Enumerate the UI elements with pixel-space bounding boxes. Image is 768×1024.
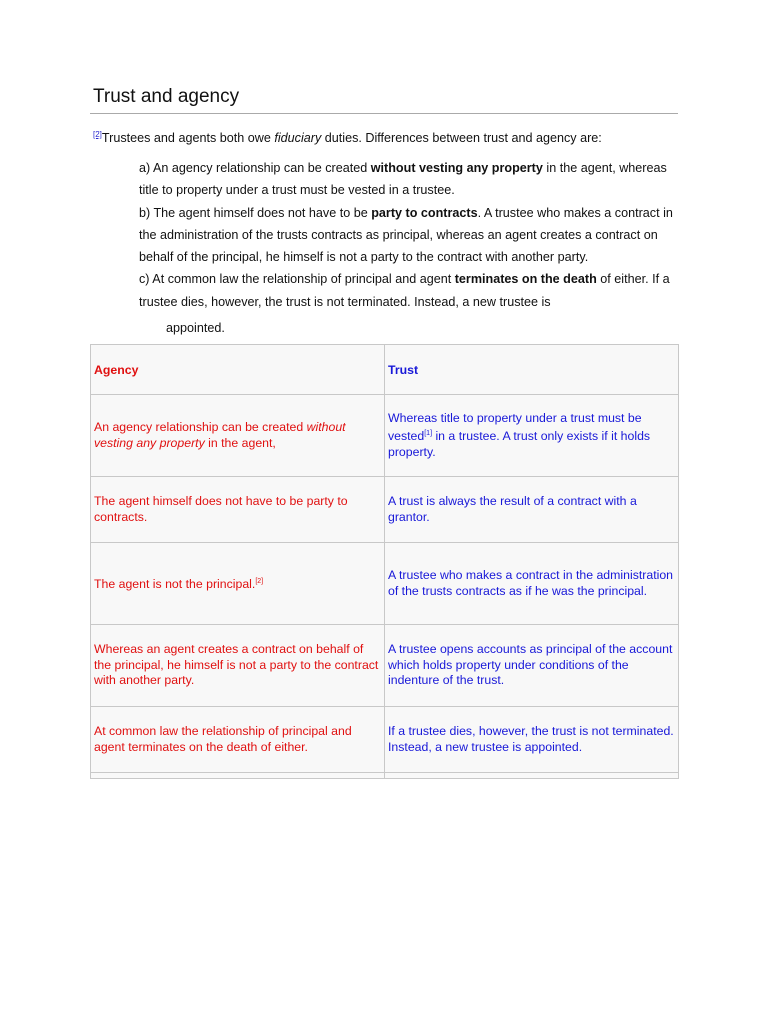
reference-link[interactable]: [2] <box>255 578 264 586</box>
table-row <box>91 707 679 773</box>
table-row <box>91 477 679 543</box>
differences-list <box>139 157 679 313</box>
intro-text: Trustees and agents both owe <box>101 131 275 146</box>
trust-cell: A trustee who makes a contract in the administration of the trusts contracts as if he was the principal. <box>385 543 679 625</box>
agency-cell: At common law the relationship of principal and agent terminates on the death of either. <box>91 707 385 773</box>
header-agency: Agency <box>91 345 385 395</box>
table-row <box>91 625 679 707</box>
agency-cell: The agent himself does not have to be party to contracts. <box>91 477 385 543</box>
trust-cell: Whereas title to property under a trust must be vested[1] in a trustee. A trust only exists if it holds property. <box>385 395 679 477</box>
title-divider <box>90 113 678 114</box>
intro-paragraph <box>93 130 602 145</box>
intro-text-end: duties. Differences between trust and agency are: <box>321 131 602 146</box>
point-c-continuation: appointed. <box>166 321 225 335</box>
section-title: Trust and agency <box>93 86 240 107</box>
table-row <box>91 395 679 477</box>
agency-cell: Whereas an agent creates a contract on behalf of the principal, he himself is not a party to the contract with another party. <box>91 625 385 707</box>
empty-cell <box>385 773 679 779</box>
intro-italic: fiduciary <box>274 131 322 146</box>
table-row <box>91 543 679 625</box>
agency-cell: The agent is not the principal.[2] <box>91 543 385 625</box>
trust-cell: A trustee opens accounts as principal of the account which holds property under conditions of the indenture of the trust. <box>385 625 679 707</box>
comparison-table <box>90 344 679 779</box>
point-c: c) At common law the relationship of principal and agent terminates on the death of either. If a trustee dies, however, the trust is not terminated. Instead, a new trustee is <box>139 272 670 309</box>
trust-cell: A trust is always the result of a contract with a grantor. <box>385 477 679 543</box>
empty-cell <box>91 773 385 779</box>
reference-link[interactable]: [2] <box>93 130 102 139</box>
reference-link[interactable]: [1] <box>424 430 433 438</box>
header-trust: Trust <box>385 345 679 395</box>
point-a: a) An agency relationship can be created without vesting any property in the agent, whereas title to property under a trust must be vested in a trustee. <box>139 161 667 198</box>
table-empty-row <box>91 773 679 779</box>
table-header-row <box>91 345 679 395</box>
trust-cell: If a trustee dies, however, the trust is not terminated. Instead, a new trustee is appointed. <box>385 707 679 773</box>
agency-cell: An agency relationship can be created without vesting any property in the agent, <box>91 395 385 477</box>
point-b: b) The agent himself does not have to be party to contracts. A trustee who makes a contract in the administration of the trusts contracts as principal, whereas an agent creates a contract on behalf of the principal, he himself is not a party to the contract with another party. <box>139 205 673 265</box>
